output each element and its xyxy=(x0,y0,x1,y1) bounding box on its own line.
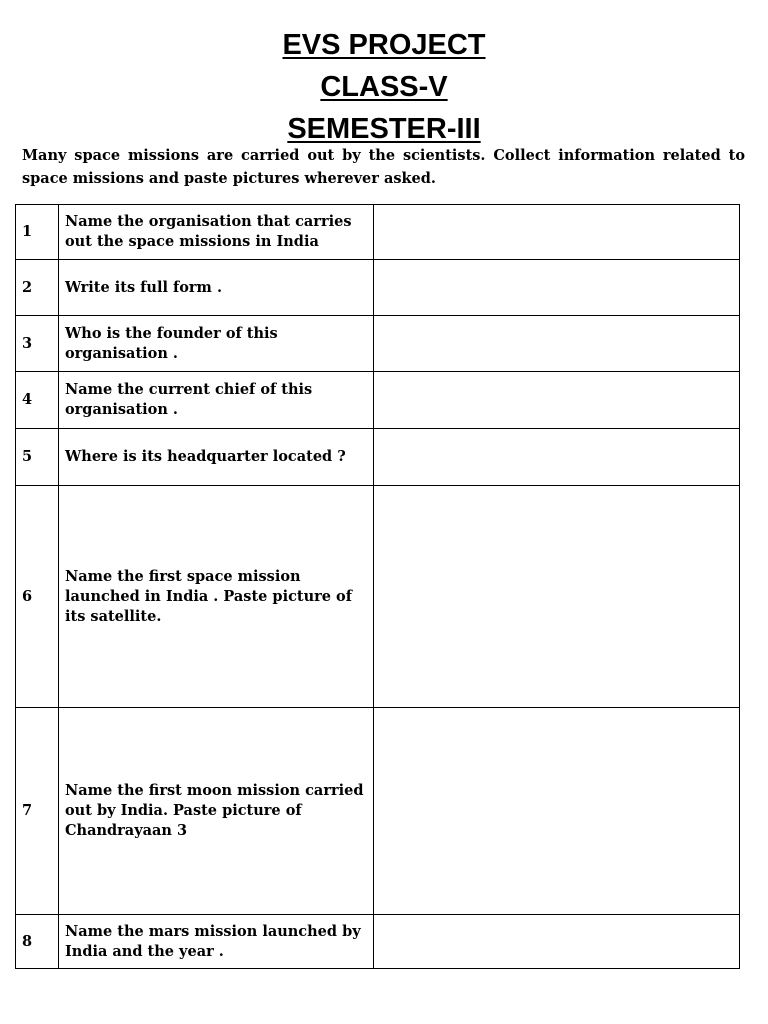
answer-cell[interactable] xyxy=(374,486,740,708)
question-text: Name the first space mission launched in India . Paste picture of its satellite. xyxy=(59,486,374,708)
table-row xyxy=(16,372,740,429)
answer-cell[interactable] xyxy=(374,316,740,372)
question-text: Who is the founder of this organisation . xyxy=(59,316,374,372)
table-row xyxy=(16,316,740,372)
table-row xyxy=(16,486,740,708)
question-number: 8 xyxy=(16,915,59,969)
question-number: 5 xyxy=(16,429,59,486)
question-text: Where is its headquarter located ? xyxy=(59,429,374,486)
title-line-project: EVS PROJECT xyxy=(282,29,486,61)
document-title xyxy=(0,24,768,150)
table-row xyxy=(16,429,740,486)
question-text: Name the mars mission launched by India and the year . xyxy=(59,915,374,969)
table-row xyxy=(16,915,740,969)
question-text: Name the current chief of this organisation . xyxy=(59,372,374,429)
title-line-semester: SEMESTER-III xyxy=(287,113,481,145)
answer-cell[interactable] xyxy=(374,915,740,969)
question-number: 2 xyxy=(16,260,59,316)
question-number: 3 xyxy=(16,316,59,372)
table-row xyxy=(16,708,740,915)
question-number: 4 xyxy=(16,372,59,429)
question-table xyxy=(15,204,740,969)
answer-cell[interactable] xyxy=(374,260,740,316)
answer-cell[interactable] xyxy=(374,429,740,486)
question-text: Name the first moon mission carried out by India. Paste picture of Chandrayaan 3 xyxy=(59,708,374,915)
answer-cell[interactable] xyxy=(374,708,740,915)
question-text: Name the organisation that carries out the space missions in India xyxy=(59,205,374,260)
title-line-class: CLASS-V xyxy=(320,71,448,103)
question-text: Write its full form . xyxy=(59,260,374,316)
question-number: 7 xyxy=(16,708,59,915)
question-number: 1 xyxy=(16,205,59,260)
instructions-paragraph: Many space missions are carried out by the scientists. Collect information related to space missions and paste pictures wherever asked. xyxy=(22,147,745,187)
table-row xyxy=(16,260,740,316)
answer-cell[interactable] xyxy=(374,205,740,260)
table-row xyxy=(16,205,740,260)
answer-cell[interactable] xyxy=(374,372,740,429)
question-number: 6 xyxy=(16,486,59,708)
